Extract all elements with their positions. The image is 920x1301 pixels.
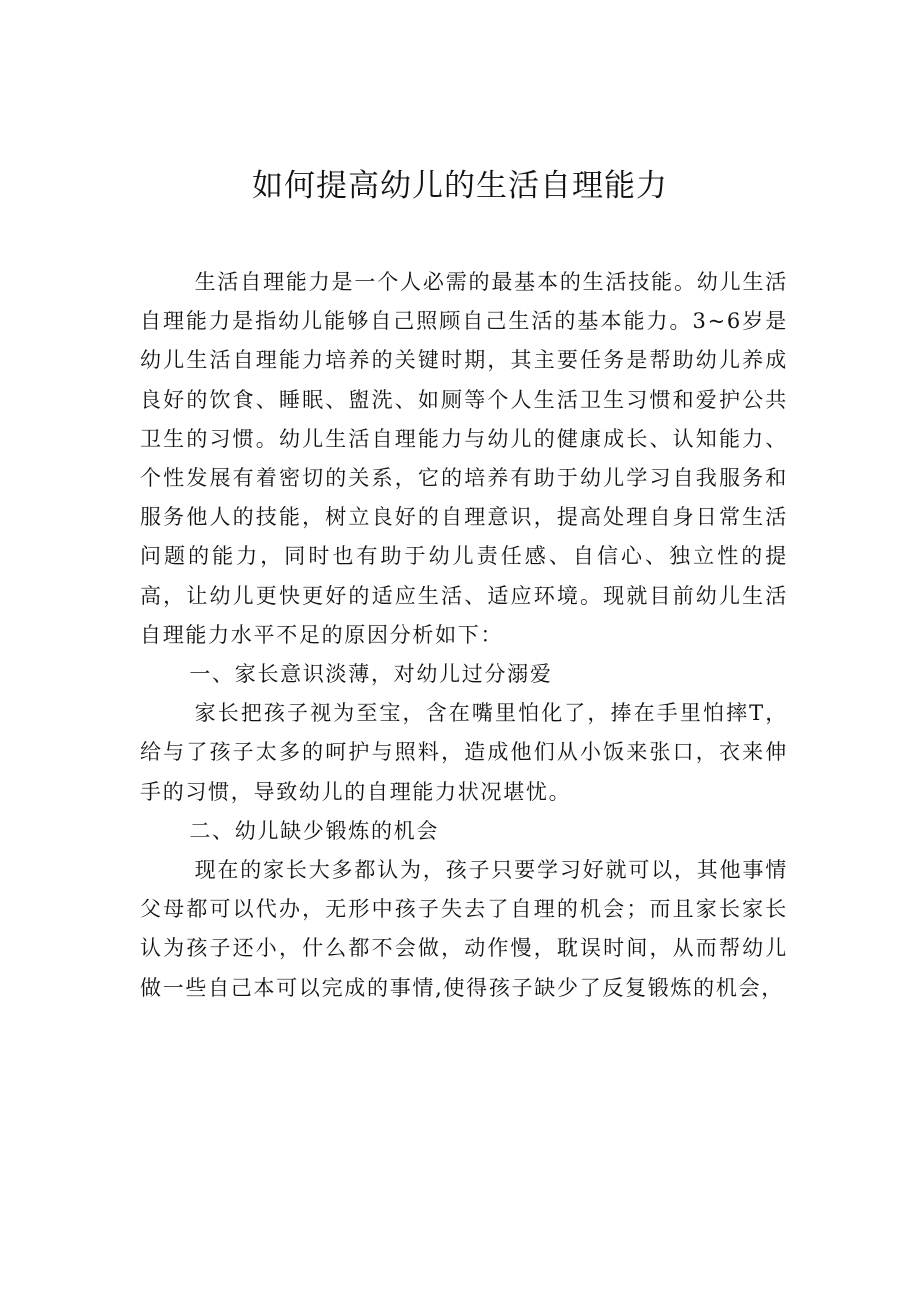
section-heading-1: 一、家长意识淡薄，对幼儿过分溺爱 [189,662,553,687]
document-title: 如何提高幼儿的生活自理能力 [252,168,668,204]
section-2-paragraph: 现在的家长大多都认为，孩子只要学习好就可以，其他事情父母都可以代办，无形中孩子失去了自理的机会；而且家长家长认为孩子还小，什么都不会做，动作慢，耽误时间，从而帮幼儿做一些自己本可以完成的事情,使得孩子缺少了反复锻炼的机会， [140,858,788,1000]
intro-paragraph: 生活自理能力是一个人必需的最基本的生活技能。幼儿生活自理能力是指幼儿能够自己照顾自己生活的基本能力。3~6岁是幼儿生活自理能力培养的关键时期，其主要任务是帮助幼儿养成良好的饮食、睡眠、盥洗、如厕等个人生活卫生习惯和爱护公共卫生的习惯。幼儿生活自理能力与幼儿的健康成长、认知能力、个性发展有着密切的关系，它的培养有助于幼儿学习自我服务和服务他人的技能，树立良好的自理意识，提高处理自身日常生活问题的能力，同时也有助于幼儿责任感、自信心、独立性的提高，让幼儿更快更好的适应生活、适应环境。现就目前幼儿生活自理能力水平不足的原因分析如下： [140,270,788,647]
section-1-paragraph: 家长把孩子视为至宝，含在嘴里怕化了，捧在手里怕摔T，给与了孩子太多的呵护与照料，造成他们从小饭来张口，衣来伸手的习惯，导致幼儿的自理能力状况堪忧。 [140,701,788,804]
document-body [140,263,788,1008]
section-heading-2: 二、幼儿缺少锻炼的机会 [189,818,440,843]
